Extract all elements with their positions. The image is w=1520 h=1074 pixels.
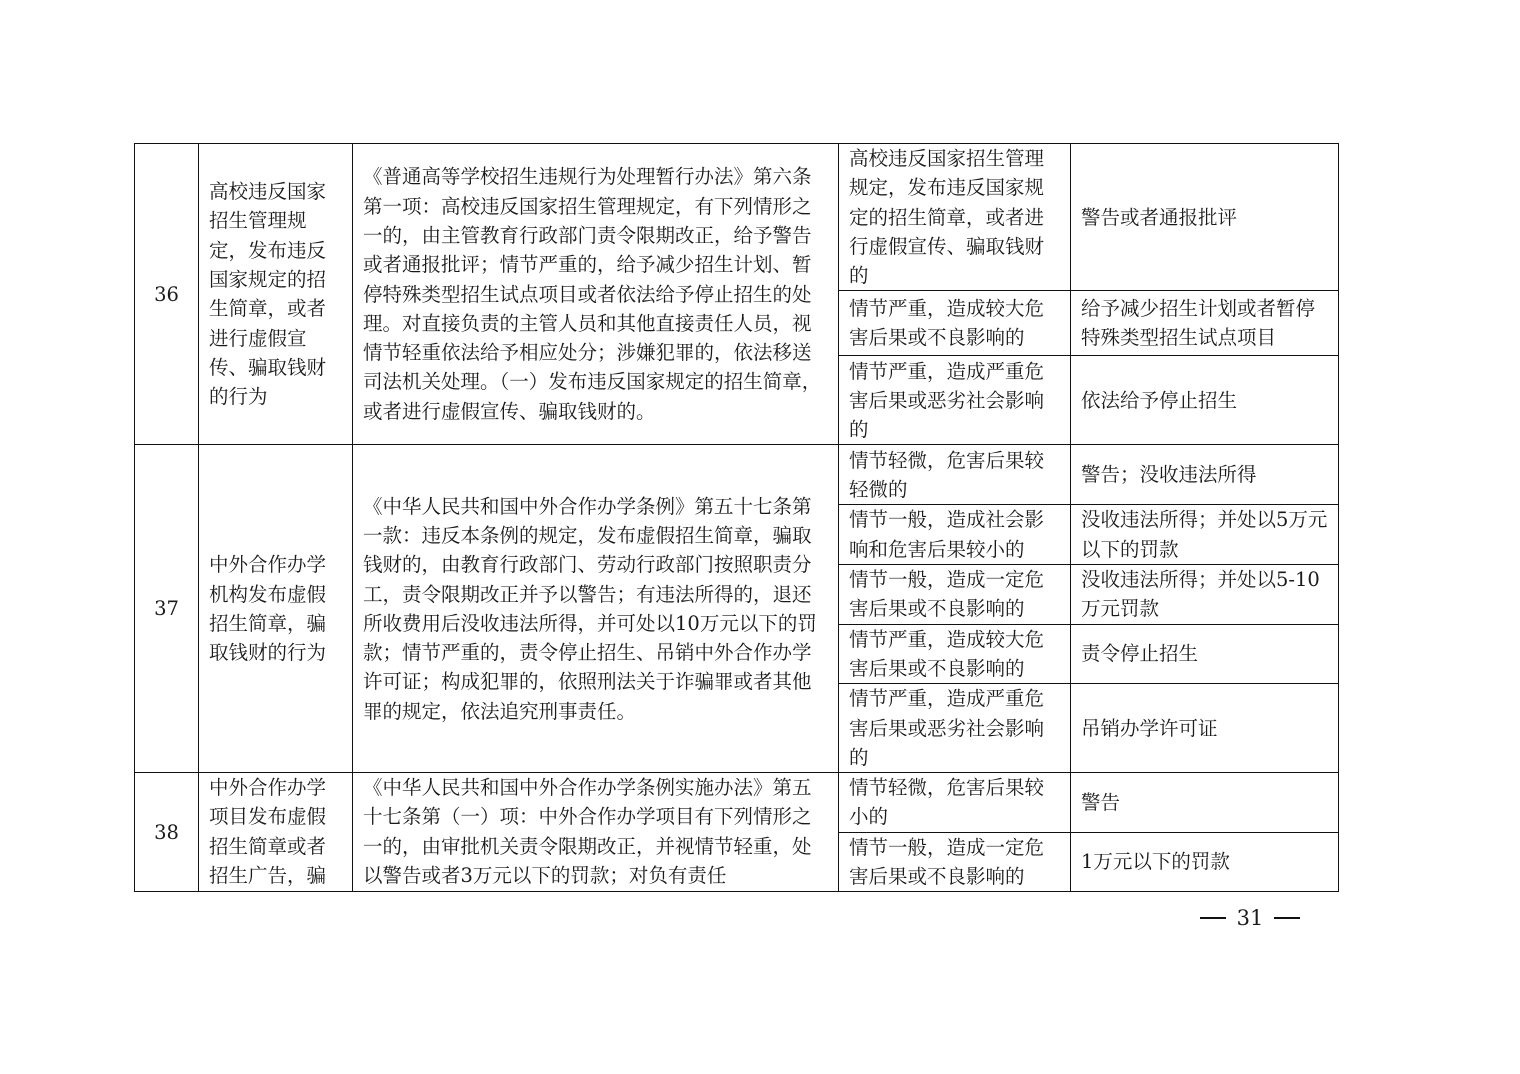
circumstance-cell: 情节轻微，危害后果较小的 bbox=[839, 773, 1071, 833]
penalty-cell: 没收违法所得；并处以5-10万元罚款 bbox=[1071, 565, 1339, 625]
item-number: 38 bbox=[135, 773, 199, 892]
legal-basis: 《中华人民共和国中外合作办学条例实施办法》第五十七条第（一）项：中外合作办学项目有下列情形之一的，由审批机关责令限期改正，并视情节轻重，处以警告或者3万元以下的罚款；对负有责任 bbox=[353, 773, 839, 892]
left-dash bbox=[1200, 917, 1226, 919]
table-row bbox=[135, 445, 1339, 505]
penalty-cell: 警告；没收违法所得 bbox=[1071, 445, 1339, 505]
penalty-cell: 责令停止招生 bbox=[1071, 624, 1339, 684]
penalty-cell: 没收违法所得；并处以5万元以下的罚款 bbox=[1071, 505, 1339, 565]
item-number: 36 bbox=[135, 144, 199, 445]
penalty-cell: 吊销办学许可证 bbox=[1071, 684, 1339, 773]
penalty-cell: 给予减少招生计划或者暂停特殊类型招生试点项目 bbox=[1071, 291, 1339, 356]
page-number-footer bbox=[1200, 903, 1300, 933]
circumstance-cell: 情节一般，造成一定危害后果或不良影响的 bbox=[839, 565, 1071, 625]
circumstance-cell: 情节一般，造成一定危害后果或不良影响的 bbox=[839, 832, 1071, 892]
circumstance-cell: 情节轻微，危害后果较轻微的 bbox=[839, 445, 1071, 505]
circumstance-cell: 高校违反国家招生管理规定，发布违反国家规定的招生简章，或者进行虚假宣传、骗取钱财的 bbox=[839, 144, 1071, 291]
item-number: 37 bbox=[135, 445, 199, 773]
page-number: 31 bbox=[1236, 906, 1264, 930]
circumstance-cell: 情节一般，造成社会影响和危害后果较小的 bbox=[839, 505, 1071, 565]
table-row bbox=[135, 773, 1339, 833]
legal-basis: 《普通高等学校招生违规行为处理暂行办法》第六条第一项：高校违反国家招生管理规定，有下列情形之一的，由主管教育行政部门责令限期改正，给予警告或者通报批评；情节严重的，给予减少招生计划、暂停特殊类型招生试点项目或者依法给予停止招生的处理。对直接负责的主管人员和其他直接责任人员，视情节轻重依法给予相应处分；涉嫌犯罪的，依法移送司法机关处理。（一）发布违反国家规定的招生简章，或者进行虚假宣传、骗取钱财的。 bbox=[353, 144, 839, 445]
table-row bbox=[135, 144, 1339, 291]
violation-behavior: 高校违反国家招生管理规定，发布违反国家规定的招生简章，或者进行虚假宣传、骗取钱财的行为 bbox=[199, 144, 353, 445]
violation-behavior: 中外合作办学项目发布虚假招生简章或者招生广告，骗 bbox=[199, 773, 353, 892]
circumstance-cell: 情节严重，造成严重危害后果或恶劣社会影响的 bbox=[839, 684, 1071, 773]
circumstance-cell: 情节严重，造成严重危害后果或恶劣社会影响的 bbox=[839, 356, 1071, 445]
circumstance-cell: 情节严重，造成较大危害后果或不良影响的 bbox=[839, 624, 1071, 684]
legal-basis: 《中华人民共和国中外合作办学条例》第五十七条第一款：违反本条例的规定，发布虚假招生简章，骗取钱财的，由教育行政部门、劳动行政部门按照职责分工，责令限期改正并予以警告；有违法所得的，退还所收费用后没收违法所得，并可处以10万元以下的罚款；情节严重的，责令停止招生、吊销中外合作办学许可证；构成犯罪的，依照刑法关于诈骗罪或者其他罪的规定，依法追究刑事责任。 bbox=[353, 445, 839, 773]
penalty-standards-table bbox=[134, 143, 1339, 892]
violation-behavior: 中外合作办学机构发布虚假招生简章，骗取钱财的行为 bbox=[199, 445, 353, 773]
penalty-cell: 1万元以下的罚款 bbox=[1071, 832, 1339, 892]
circumstance-cell: 情节严重，造成较大危害后果或不良影响的 bbox=[839, 291, 1071, 356]
penalty-cell: 警告或者通报批评 bbox=[1071, 144, 1339, 291]
right-dash bbox=[1274, 917, 1300, 919]
penalty-cell: 依法给予停止招生 bbox=[1071, 356, 1339, 445]
penalty-cell: 警告 bbox=[1071, 773, 1339, 833]
